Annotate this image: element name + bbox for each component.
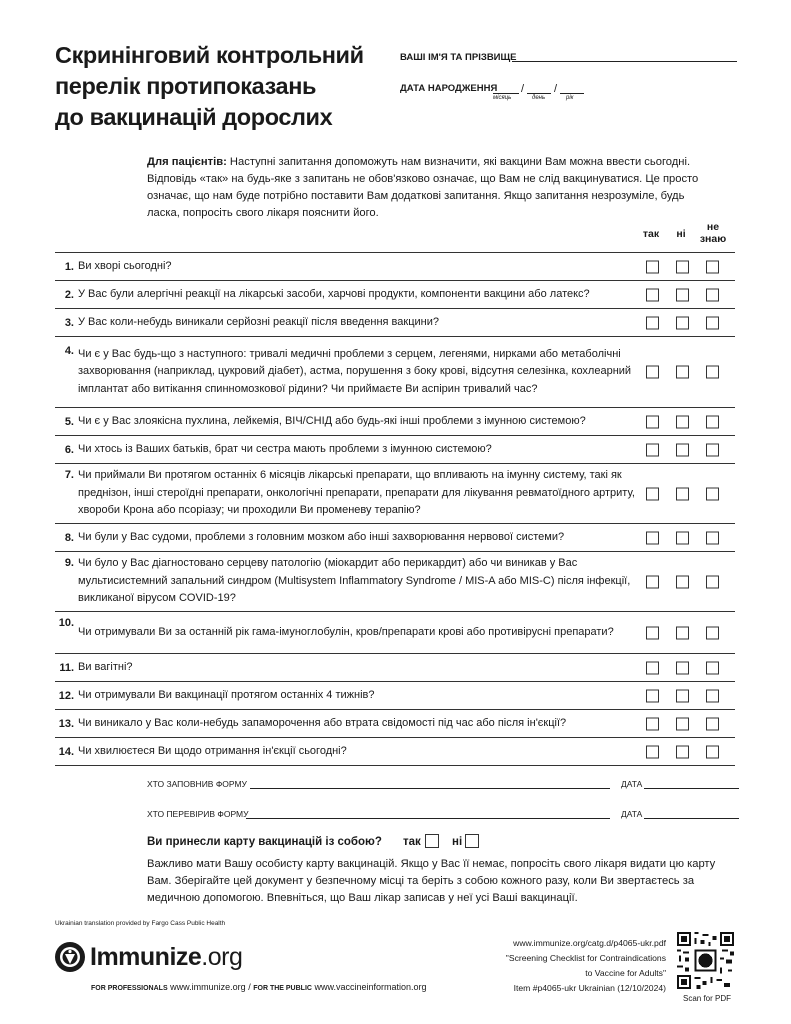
question-number: 12.: [58, 689, 74, 702]
no-checkbox[interactable]: [676, 260, 689, 273]
question-row: [55, 710, 735, 738]
unknown-checkbox[interactable]: [706, 717, 719, 730]
question-row: [55, 654, 735, 682]
qr-code-icon[interactable]: [677, 932, 734, 989]
card-yes-label: так: [403, 836, 421, 848]
answer-boxes: [646, 443, 736, 456]
unknown-checkbox[interactable]: [706, 661, 719, 674]
question-text: Чи отримували Ви за останній рік гама-імуноглобулін, кров/препарати крові або противірусні препарати?: [78, 625, 614, 638]
unknown-checkbox[interactable]: [706, 260, 719, 273]
public-label: FOR THE PUBLIC: [253, 985, 312, 992]
question-row: [55, 552, 735, 612]
yes-checkbox[interactable]: [646, 626, 659, 639]
no-checkbox[interactable]: [676, 487, 689, 500]
dob-year-hint: рік: [566, 95, 574, 101]
unknown-checkbox[interactable]: [706, 531, 719, 544]
answer-boxes: [646, 661, 736, 674]
immunize-logo: [55, 942, 242, 972]
ref-url[interactable]: www.immunize.org/catg.d/p4065-ukr.pdf: [513, 938, 666, 948]
question-number: 4.: [64, 345, 74, 357]
ref-title-1: "Screening Checklist for Contraindications: [505, 953, 666, 963]
card-yes-checkbox[interactable]: [425, 834, 439, 848]
question-text: Ви вагітні?: [78, 660, 133, 673]
question-text: Чи хвилюєтеся Ви щодо отримання ін'єкції сьогодні?: [78, 744, 347, 757]
title-line-1: Скринінговий контрольний: [55, 42, 364, 68]
no-checkbox[interactable]: [676, 717, 689, 730]
card-no-checkbox[interactable]: [465, 834, 479, 848]
unknown-checkbox[interactable]: [706, 316, 719, 329]
title-line-2: перелік протипоказань: [55, 73, 317, 99]
unknown-checkbox[interactable]: [706, 443, 719, 456]
checked-by-field[interactable]: [246, 818, 610, 819]
yes-checkbox[interactable]: [646, 531, 659, 544]
question-row: [55, 738, 735, 766]
unknown-checkbox[interactable]: [706, 366, 719, 379]
no-checkbox[interactable]: [676, 443, 689, 456]
col-no: ні: [676, 228, 686, 240]
question-row: [55, 253, 735, 281]
question-text: Ви хворі сьогодні?: [78, 259, 172, 272]
question-text: Чи приймали Ви протягом останніх 6 місяців лікарські препарати, що впливають на імунну систему, такі як преднізон, інші стероїдні препарати, онкологічні препарати, препарати для лікування ревматоїдного артриту, хвороби Крона або псоріазу; чи проходили Ви променеву терапію?: [78, 469, 635, 517]
yes-checkbox[interactable]: [646, 443, 659, 456]
question-text: У Вас коли-небудь виникали серйозні реакції після введення вакцини?: [78, 315, 439, 328]
filled-by-label: ХТО ЗАПОВНИВ ФОРМУ: [147, 779, 247, 789]
question-row: [55, 309, 735, 337]
logo-wordmark: Immunize.org: [90, 942, 243, 971]
answer-boxes: [646, 531, 736, 544]
yes-checkbox[interactable]: [646, 415, 659, 428]
answer-boxes: [646, 626, 736, 639]
dob-slash-1: /: [521, 83, 525, 95]
question-row: [55, 612, 735, 654]
dob-year-field[interactable]: [560, 93, 584, 94]
checked-date-field[interactable]: [644, 818, 739, 819]
question-row: [55, 408, 735, 436]
no-checkbox[interactable]: [676, 316, 689, 329]
dob-label: ДАТА НАРОДЖЕННЯ: [400, 83, 498, 94]
yes-checkbox[interactable]: [646, 316, 659, 329]
yes-checkbox[interactable]: [646, 689, 659, 702]
filled-by-field[interactable]: [250, 788, 610, 789]
logo-icon: [55, 942, 85, 972]
no-checkbox[interactable]: [676, 626, 689, 639]
name-field[interactable]: [512, 61, 737, 62]
checked-by-label: ХТО ПЕРЕВІРИВ ФОРМУ: [147, 809, 249, 819]
card-no-label: ні: [452, 836, 463, 848]
footer-links: [91, 982, 427, 992]
question-text: Чи хтось із Ваших батьків, брат чи сестра мають проблеми з імунною системою?: [78, 442, 492, 455]
question-text: Чи були у Вас судоми, проблеми з головним мозком або інші захворювання нервової системи?: [78, 530, 565, 543]
question-row: [55, 464, 735, 524]
question-text: Чи виникало у Вас коли-небудь запаморочення або втрата свідомості під час або після ін'єкції?: [78, 716, 567, 729]
col-unknown: не знаю: [699, 221, 727, 245]
translation-credit: Ukrainian translation provided by Fargo Cass Public Health: [55, 920, 226, 927]
question-text: Чи отримували Ви вакцинації протягом останніх 4 тижнів?: [78, 688, 375, 701]
intro-text: Наступні запитання допоможуть нам визначити, які вакцини Вам можна ввести сьогодні. Відповідь «так» на будь-яке з запитань не обов'язково означає, що Вам не слід вакцинуватися. Це просто означає, що нам буде потрібно поставити Вам додаткові запитання. Якщо запитання незрозуміле, будь ласка, попросіть свого лікаря пояснити його.: [147, 156, 699, 219]
checked-date-label: ДАТА: [621, 809, 643, 819]
unknown-checkbox[interactable]: [706, 689, 719, 702]
answer-boxes: [646, 689, 736, 702]
question-number: 5.: [64, 415, 74, 428]
question-number: 3.: [64, 316, 74, 329]
answer-boxes: [646, 487, 736, 500]
yes-checkbox[interactable]: [646, 288, 659, 301]
filled-date-label: ДАТА: [621, 779, 643, 789]
question-row: [55, 682, 735, 710]
question-number: 10.: [58, 617, 74, 629]
name-label: ВАШІ ІМ'Я ТА ПРІЗВИЩЕ: [400, 52, 517, 63]
no-checkbox[interactable]: [676, 415, 689, 428]
filled-date-field[interactable]: [644, 788, 739, 789]
question-number: 13.: [58, 717, 74, 730]
answer-boxes: [646, 415, 736, 428]
no-checkbox[interactable]: [676, 689, 689, 702]
no-checkbox[interactable]: [676, 575, 689, 588]
unknown-checkbox[interactable]: [706, 487, 719, 500]
question-row: [55, 436, 735, 464]
col-yes: так: [642, 228, 660, 240]
question-number: 9.: [64, 557, 74, 569]
unknown-checkbox[interactable]: [706, 288, 719, 301]
question-number: 1.: [64, 260, 74, 273]
intro-paragraph: [147, 154, 717, 222]
answer-boxes: [646, 366, 736, 379]
question-number: 8.: [64, 531, 74, 544]
intro-lead: Для пацієнтів:: [147, 156, 227, 168]
dob-day-hint: день: [532, 95, 546, 101]
answer-boxes: [646, 288, 736, 301]
no-checkbox[interactable]: [676, 661, 689, 674]
card-note: Важливо мати Вашу особисту карту вакцинацій. Якщо у Вас її немає, попросіть свого лікаря видати цю карту Вам. Зберігайте цей документ у безпечному місці та беріть з собою кожного разу, коли Ви звертаєтесь за медичною допомогою. Впевніться, що Ваш лікар записав у неї усі Ваші вакцинації.: [147, 858, 716, 904]
yes-checkbox[interactable]: [646, 366, 659, 379]
card-question: Ви принесли карту вакцинацій із собою?: [147, 836, 382, 848]
question-number: 6.: [64, 443, 74, 456]
unknown-checkbox[interactable]: [706, 626, 719, 639]
unknown-checkbox[interactable]: [706, 745, 719, 758]
pro-label: FOR PROFESSIONALS: [91, 985, 168, 992]
answer-boxes: [646, 717, 736, 730]
question-row: [55, 524, 735, 552]
pro-link[interactable]: www.immunize.org: [170, 982, 246, 992]
yes-checkbox[interactable]: [646, 717, 659, 730]
dob-day-field[interactable]: [527, 93, 551, 94]
answer-boxes: [646, 316, 736, 329]
document-reference: [470, 936, 666, 996]
yes-checkbox[interactable]: [646, 575, 659, 588]
question-text: У Вас були алергічні реакції на лікарські засоби, харчові продукти, компоненти вакцини або латекс?: [78, 287, 590, 300]
scan-label: Scan for PDF: [683, 994, 732, 1003]
question-row: [55, 337, 735, 408]
question-number: 7.: [64, 469, 74, 481]
answer-boxes: [646, 745, 736, 758]
yes-checkbox[interactable]: [646, 260, 659, 273]
footer-separator: /: [248, 982, 251, 992]
no-checkbox[interactable]: [676, 288, 689, 301]
question-number: 2.: [64, 288, 74, 301]
unknown-checkbox[interactable]: [706, 415, 719, 428]
unknown-checkbox[interactable]: [706, 575, 719, 588]
questions-table: [55, 252, 735, 766]
yes-checkbox[interactable]: [646, 745, 659, 758]
dob-month-field[interactable]: [493, 93, 519, 94]
ref-title-2: to Vaccine for Adults": [585, 968, 666, 978]
question-text: Чи є у Вас злоякісна пухлина, лейкемія, ВІЧ/СНІД або будь-які інші проблеми з імунною системою?: [78, 414, 586, 427]
question-text: Чи є у Вас будь-що з наступного: тривалі медичні проблеми з серцем, легенями, нирками або метаболічні захворювання (наприклад, цукровий діабет), астма, порушення з боку крові, відсутня селезінка, кохлеарний імплантат або витікання спинномозкової рідини? Чи приймаєте Ви аспірин тривалий час?: [78, 347, 632, 395]
answer-boxes: [646, 260, 736, 273]
dob-month-hint: місяць: [493, 95, 512, 101]
page-title: [55, 40, 385, 133]
question-number: 14.: [58, 745, 74, 758]
question-text: Чи було у Вас діагностовано серцеву патологію (міокардит або перикардит) або чи виникав у Вас мультисистемний запальний синдром (Multisystem Inflammatory Syndrome / MIS-A або MIS-C) після інфекції, викликаної вірусом COVID-19?: [78, 557, 631, 605]
title-line-3: до вакцинацій дорослих: [55, 104, 333, 130]
no-checkbox[interactable]: [676, 531, 689, 544]
no-checkbox[interactable]: [676, 745, 689, 758]
yes-checkbox[interactable]: [646, 661, 659, 674]
yes-checkbox[interactable]: [646, 487, 659, 500]
public-link[interactable]: www.vaccineinformation.org: [314, 982, 427, 992]
dob-slash-2: /: [554, 83, 558, 95]
answer-boxes: [646, 575, 736, 588]
question-row: [55, 281, 735, 309]
ref-item: Item #p4065-ukr Ukrainian (12/10/2024): [513, 983, 666, 993]
no-checkbox[interactable]: [676, 366, 689, 379]
question-number: 11.: [59, 661, 74, 674]
